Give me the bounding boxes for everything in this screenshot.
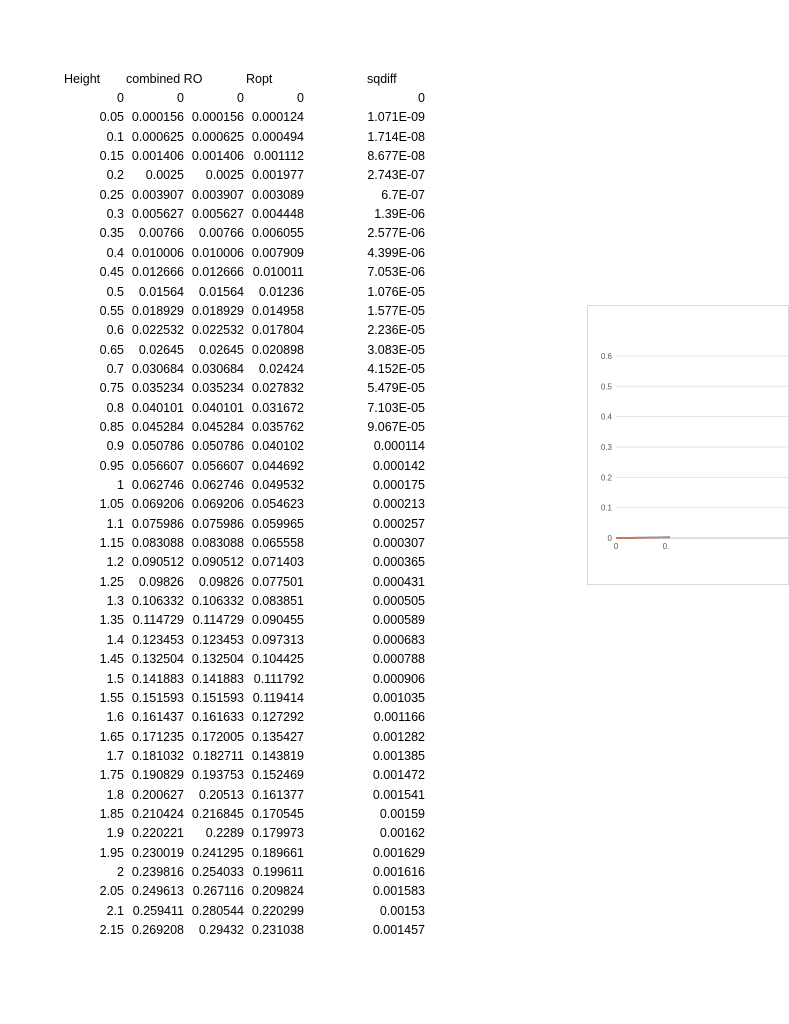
- y-tick-label: 0.1: [600, 503, 612, 513]
- cell-combined[interactable]: 0.132504: [131, 652, 184, 667]
- cell-r0[interactable]: 0.161633: [191, 710, 244, 725]
- cell-combined[interactable]: 0.056607: [131, 458, 184, 473]
- y-tick-label: 0: [607, 534, 612, 543]
- cell-sqdiff[interactable]: 6.7E-07: [381, 187, 425, 202]
- cell-height[interactable]: 1.8: [106, 787, 124, 802]
- cell-r0[interactable]: 0.254033: [191, 865, 244, 879]
- cell-combined[interactable]: 0.114729: [132, 613, 184, 628]
- cell-combined[interactable]: 0.069206: [131, 497, 184, 512]
- y-tick-label: 0.2: [600, 473, 612, 483]
- cell-sqdiff[interactable]: 4.399E-06: [367, 245, 425, 260]
- cell-ropt[interactable]: 0.02424: [258, 361, 304, 376]
- cell-r0[interactable]: 0.01564: [198, 284, 244, 299]
- cell-combined[interactable]: 0.062746: [131, 478, 184, 492]
- cell-height[interactable]: 0.6: [106, 323, 124, 338]
- cell-height[interactable]: 1.65: [99, 729, 124, 744]
- cell-ropt[interactable]: 0.097313: [251, 632, 304, 647]
- table-row: [0, 805, 768, 824]
- cell-sqdiff[interactable]: 0.001629: [372, 845, 425, 860]
- table-row: [0, 89, 768, 108]
- cell-r0[interactable]: 0.001406: [191, 149, 244, 164]
- cell-r0[interactable]: 0.00766: [198, 226, 244, 241]
- cell-height[interactable]: 0.1: [106, 129, 124, 144]
- table-row: [0, 631, 768, 650]
- table-row: [0, 747, 768, 766]
- cell-height[interactable]: 0.85: [99, 419, 124, 434]
- cell-combined[interactable]: 0.00766: [138, 226, 184, 241]
- cell-combined[interactable]: 0: [177, 91, 184, 105]
- cell-r0[interactable]: 0.216845: [191, 806, 244, 821]
- cell-height[interactable]: 1.45: [99, 652, 124, 667]
- cell-ropt[interactable]: 0.040102: [251, 439, 304, 454]
- cell-r0[interactable]: 0.193753: [191, 768, 244, 783]
- cell-sqdiff[interactable]: 0.001472: [372, 768, 425, 783]
- chart-panel[interactable]: [587, 305, 789, 585]
- y-tick-label: 0.5: [600, 382, 612, 392]
- chart-plot: [588, 306, 668, 584]
- header-height: Height: [64, 72, 101, 86]
- cell-sqdiff[interactable]: 0.000257: [372, 516, 425, 531]
- cell-combined[interactable]: 0.050786: [131, 439, 184, 454]
- cell-sqdiff[interactable]: 0.001385: [372, 748, 425, 763]
- cell-sqdiff[interactable]: 0.000683: [372, 632, 425, 647]
- cell-ropt[interactable]: 0.004448: [251, 207, 304, 222]
- cell-sqdiff[interactable]: 0.000906: [372, 671, 425, 686]
- cell-sqdiff[interactable]: 1.39E-06: [374, 207, 425, 222]
- cell-ropt[interactable]: 0.001112: [253, 149, 304, 164]
- cell-sqdiff[interactable]: 0.00162: [379, 826, 425, 841]
- cell-combined[interactable]: 0.161437: [131, 710, 184, 725]
- cell-r0[interactable]: 0.182711: [192, 748, 244, 763]
- cell-combined[interactable]: 0.040101: [131, 400, 184, 415]
- cell-r0[interactable]: 0.000156: [191, 110, 244, 125]
- table-row: [0, 844, 768, 863]
- cell-r0[interactable]: 0.010006: [191, 245, 244, 260]
- cell-r0[interactable]: 0.267116: [192, 884, 244, 899]
- cell-r0[interactable]: 0.075986: [191, 516, 244, 531]
- series-line: [616, 537, 670, 538]
- cell-ropt[interactable]: 0.044692: [251, 458, 304, 473]
- cell-combined[interactable]: 0.106332: [131, 594, 184, 609]
- table-row: [0, 670, 768, 689]
- cell-height[interactable]: 0.9: [106, 439, 124, 454]
- cell-ropt[interactable]: 0.135427: [251, 729, 304, 744]
- cell-height[interactable]: 0.75: [99, 381, 124, 396]
- cell-height[interactable]: 1.5: [106, 671, 124, 686]
- cell-ropt[interactable]: 0.119414: [252, 690, 304, 705]
- cell-ropt[interactable]: 0.020898: [251, 342, 304, 357]
- cell-sqdiff[interactable]: 0.000431: [372, 574, 425, 589]
- x-tick-label: 0: [613, 542, 619, 551]
- cell-r0[interactable]: 0.29432: [198, 923, 244, 938]
- cell-r0[interactable]: 0.083088: [191, 536, 244, 551]
- cell-r0[interactable]: 0.045284: [191, 419, 244, 434]
- cell-combined[interactable]: 0.000625: [131, 129, 184, 144]
- cell-combined[interactable]: 0.151593: [131, 690, 184, 705]
- cell-height[interactable]: 0.7: [106, 361, 124, 376]
- cell-height[interactable]: 0.05: [99, 110, 124, 125]
- cell-sqdiff[interactable]: 0.001166: [373, 710, 425, 725]
- cell-ropt[interactable]: 0.077501: [251, 574, 304, 589]
- table-row: [0, 708, 768, 727]
- cell-combined[interactable]: 0.269208: [131, 923, 184, 938]
- cell-r0[interactable]: 0.003907: [191, 187, 244, 202]
- cell-ropt[interactable]: 0.170545: [251, 806, 304, 821]
- cell-sqdiff[interactable]: 0.00153: [379, 903, 425, 918]
- cell-ropt[interactable]: 0.127292: [251, 710, 304, 725]
- cell-sqdiff[interactable]: 0.000142: [372, 458, 425, 473]
- table-row: [0, 592, 768, 611]
- cell-r0[interactable]: 0.0025: [205, 168, 244, 183]
- cell-ropt[interactable]: 0.083851: [251, 594, 304, 609]
- table-row: [0, 263, 768, 282]
- cell-ropt[interactable]: 0.231038: [251, 923, 304, 938]
- cell-height[interactable]: 1: [117, 478, 124, 492]
- cell-sqdiff[interactable]: 7.103E-05: [367, 400, 425, 415]
- cell-sqdiff[interactable]: 1.076E-05: [367, 284, 425, 299]
- cell-ropt[interactable]: 0.143819: [251, 748, 304, 763]
- cell-combined[interactable]: 0.003907: [131, 187, 184, 202]
- cell-sqdiff[interactable]: 1.714E-08: [367, 129, 425, 144]
- cell-ropt[interactable]: 0.161377: [251, 787, 304, 802]
- cell-height[interactable]: 1.7: [106, 748, 124, 763]
- cell-height[interactable]: 1.9: [106, 826, 124, 841]
- cell-height[interactable]: 1.4: [106, 632, 124, 647]
- table-row: [0, 766, 768, 785]
- cell-ropt[interactable]: 0.006055: [251, 226, 304, 241]
- cell-height[interactable]: 0.35: [99, 226, 124, 241]
- cell-r0[interactable]: 0.172005: [191, 729, 244, 744]
- cell-r0[interactable]: 0.141883: [191, 671, 244, 686]
- cell-sqdiff[interactable]: 7.053E-06: [367, 265, 425, 280]
- cell-height[interactable]: 0: [117, 91, 124, 105]
- cell-ropt[interactable]: 0.111792: [253, 671, 304, 686]
- cell-sqdiff[interactable]: 0.000589: [372, 613, 425, 628]
- cell-height[interactable]: 2.1: [106, 903, 124, 918]
- cell-r0[interactable]: 0.012666: [191, 265, 244, 280]
- cell-sqdiff[interactable]: 0.000114: [373, 439, 425, 454]
- cell-sqdiff[interactable]: 0.000365: [372, 555, 425, 570]
- cell-r0[interactable]: 0.241295: [191, 845, 244, 860]
- cell-sqdiff[interactable]: 2.743E-07: [367, 168, 425, 183]
- cell-ropt[interactable]: 0.104425: [251, 652, 304, 667]
- cell-combined[interactable]: 0.022532: [131, 323, 184, 338]
- header-ropt: Ropt: [246, 72, 273, 86]
- cell-r0[interactable]: 0.20513: [198, 787, 244, 802]
- cell-height[interactable]: 1.55: [99, 690, 124, 705]
- cell-r0[interactable]: 0.056607: [191, 458, 244, 473]
- cell-combined[interactable]: 0.181032: [131, 748, 184, 763]
- cell-ropt[interactable]: 0.059965: [251, 516, 304, 531]
- cell-sqdiff[interactable]: 8.677E-08: [367, 149, 425, 164]
- cell-sqdiff[interactable]: 0.00159: [379, 806, 425, 821]
- cell-ropt[interactable]: 0.000494: [251, 129, 304, 144]
- cell-r0[interactable]: 0.069206: [191, 497, 244, 512]
- cell-sqdiff[interactable]: 0: [418, 91, 425, 105]
- table-row: [0, 166, 768, 185]
- cell-combined[interactable]: 0.171235: [131, 729, 184, 744]
- cell-r0[interactable]: 0.040101: [191, 400, 244, 415]
- table-row: [0, 224, 768, 243]
- cell-height[interactable]: 0.3: [106, 207, 124, 222]
- cell-height[interactable]: 1.3: [106, 594, 124, 609]
- cell-height[interactable]: 0.5: [106, 284, 124, 299]
- cell-height[interactable]: 1.85: [99, 806, 124, 821]
- cell-combined[interactable]: 0.030684: [131, 361, 184, 376]
- cell-ropt[interactable]: 0.014958: [251, 303, 304, 318]
- cell-sqdiff[interactable]: 0.001541: [372, 787, 425, 802]
- cell-sqdiff[interactable]: 0.001583: [372, 884, 425, 899]
- cell-combined[interactable]: 0.249613: [131, 884, 184, 899]
- cell-sqdiff[interactable]: 0.001035: [372, 690, 425, 705]
- cell-ropt[interactable]: 0.017804: [251, 323, 304, 338]
- cell-ropt[interactable]: 0.031672: [251, 400, 304, 415]
- table-row: [0, 902, 768, 921]
- cell-ropt[interactable]: 0.065558: [251, 536, 304, 551]
- cell-sqdiff[interactable]: 0.000788: [372, 652, 425, 667]
- cell-combined[interactable]: 0.083088: [131, 536, 184, 551]
- cell-ropt[interactable]: 0.000124: [251, 110, 304, 125]
- cell-sqdiff[interactable]: 0.001282: [372, 729, 425, 744]
- cell-ropt[interactable]: 0.152469: [251, 768, 304, 783]
- cell-ropt[interactable]: 0.209824: [251, 884, 304, 899]
- cell-ropt[interactable]: 0.054623: [251, 497, 304, 512]
- cell-height[interactable]: 1.35: [99, 613, 124, 628]
- cell-combined[interactable]: 0.01564: [138, 284, 184, 299]
- cell-height[interactable]: 0.8: [106, 400, 124, 415]
- table-row: [0, 128, 768, 147]
- y-tick-label: 0.3: [600, 443, 612, 452]
- cell-height[interactable]: 2.15: [99, 923, 124, 938]
- cell-ropt[interactable]: 0.007909: [251, 245, 304, 260]
- cell-height[interactable]: 0.15: [99, 149, 124, 164]
- cell-ropt[interactable]: 0.220299: [251, 903, 304, 918]
- cell-sqdiff[interactable]: 0.000175: [372, 478, 425, 492]
- cell-r0[interactable]: 0: [237, 91, 244, 105]
- table-row: [0, 186, 768, 205]
- y-tick-label: 0.6: [600, 352, 612, 361]
- cell-r0[interactable]: 0.005627: [191, 207, 244, 222]
- cell-height[interactable]: 0.95: [99, 458, 124, 473]
- cell-height[interactable]: 0.45: [99, 265, 124, 280]
- cell-ropt[interactable]: 0.179973: [251, 826, 304, 841]
- cell-r0[interactable]: 0.062746: [191, 478, 244, 492]
- y-tick-label: 0.4: [600, 412, 612, 422]
- cell-combined[interactable]: 0.220221: [131, 826, 184, 841]
- cell-ropt[interactable]: 0.010011: [252, 265, 304, 280]
- cell-ropt[interactable]: 0.003089: [251, 187, 304, 202]
- cell-ropt[interactable]: 0.049532: [251, 478, 304, 492]
- cell-combined[interactable]: 0.018929: [131, 303, 184, 318]
- cell-combined[interactable]: 0.02645: [138, 342, 184, 357]
- cell-r0[interactable]: 0.035234: [191, 381, 244, 396]
- cell-height[interactable]: 0.65: [99, 342, 124, 357]
- cell-sqdiff[interactable]: 5.479E-05: [367, 381, 425, 396]
- cell-r0[interactable]: 0.022532: [191, 323, 244, 338]
- cell-combined[interactable]: 0.239816: [131, 865, 184, 879]
- cell-height[interactable]: 0.25: [99, 187, 124, 202]
- table-row: [0, 786, 768, 805]
- cell-r0[interactable]: 0.018929: [191, 303, 244, 318]
- cell-sqdiff[interactable]: 0.001616: [372, 865, 425, 879]
- table-row: [0, 728, 768, 747]
- x-tick-label: 0.: [662, 542, 670, 551]
- cell-height[interactable]: 1.2: [106, 555, 124, 570]
- table-row: [0, 108, 768, 127]
- cell-sqdiff[interactable]: 0.000505: [372, 594, 425, 609]
- cell-height[interactable]: 1.25: [99, 574, 124, 589]
- cell-combined[interactable]: 0.045284: [131, 419, 184, 434]
- cell-combined[interactable]: 0.001406: [131, 149, 184, 164]
- cell-height[interactable]: 0.4: [106, 245, 124, 260]
- cell-ropt[interactable]: 0.071403: [251, 555, 304, 570]
- header-sqdiff: sqdiff: [367, 72, 397, 86]
- cell-combined[interactable]: 0.09826: [138, 574, 184, 589]
- cell-sqdiff[interactable]: 2.577E-06: [367, 226, 425, 241]
- table-row: [0, 650, 768, 669]
- cell-height[interactable]: 1.95: [99, 845, 124, 860]
- cell-r0[interactable]: 0.151593: [191, 690, 244, 705]
- cell-combined[interactable]: 0.075986: [131, 516, 184, 531]
- cell-r0[interactable]: 0.2289: [205, 826, 244, 841]
- cell-sqdiff[interactable]: 4.152E-05: [367, 361, 425, 376]
- table-row: [0, 882, 768, 901]
- cell-ropt[interactable]: 0.027832: [251, 381, 304, 396]
- cell-combined[interactable]: 0.200627: [131, 787, 184, 802]
- cell-ropt[interactable]: 0.01236: [258, 284, 304, 299]
- cell-sqdiff[interactable]: 3.083E-05: [367, 342, 425, 357]
- cell-height[interactable]: 1.1: [106, 516, 124, 531]
- cell-combined[interactable]: 0.210424: [131, 806, 184, 821]
- cell-height[interactable]: 1.6: [106, 710, 124, 725]
- cell-height[interactable]: 1.15: [99, 536, 124, 551]
- cell-sqdiff[interactable]: 2.236E-05: [367, 323, 425, 338]
- cell-height[interactable]: 2: [117, 865, 124, 879]
- cell-combined[interactable]: 0.230019: [131, 845, 184, 860]
- table-row: [0, 921, 768, 940]
- cell-sqdiff[interactable]: 0.001457: [372, 923, 425, 938]
- cell-ropt[interactable]: 0.090455: [251, 613, 304, 628]
- cell-height[interactable]: 1.05: [99, 497, 124, 512]
- cell-combined[interactable]: 0.000156: [131, 110, 184, 125]
- cell-r0[interactable]: 0.030684: [191, 361, 244, 376]
- cell-ropt[interactable]: 0.199611: [252, 865, 304, 879]
- cell-r0[interactable]: 0.114729: [192, 613, 244, 628]
- table-row: [0, 824, 768, 843]
- cell-ropt[interactable]: 0.035762: [251, 419, 304, 434]
- cell-height[interactable]: 2.05: [99, 884, 124, 899]
- cell-combined[interactable]: 0.035234: [131, 381, 184, 396]
- cell-sqdiff[interactable]: 0.000307: [372, 536, 425, 551]
- cell-combined[interactable]: 0.123453: [131, 632, 184, 647]
- cell-r0[interactable]: 0.280544: [191, 903, 244, 918]
- cell-sqdiff[interactable]: 9.067E-05: [367, 419, 425, 434]
- cell-height[interactable]: 0.2: [106, 168, 124, 183]
- table-row: [0, 244, 768, 263]
- cell-combined[interactable]: 0.005627: [131, 207, 184, 222]
- cell-r0[interactable]: 0.09826: [198, 574, 244, 589]
- cell-sqdiff[interactable]: 1.577E-05: [367, 303, 425, 318]
- cell-r0[interactable]: 0.090512: [191, 555, 244, 570]
- cell-combined[interactable]: 0.0025: [145, 168, 184, 183]
- cell-combined[interactable]: 0.141883: [131, 671, 184, 686]
- cell-height[interactable]: 1.75: [99, 768, 124, 783]
- cell-ropt[interactable]: 0.189661: [251, 845, 304, 860]
- cell-r0[interactable]: 0.02645: [198, 342, 244, 357]
- cell-sqdiff[interactable]: 0.000213: [372, 497, 425, 512]
- table-row: [0, 283, 768, 302]
- table-row: [0, 205, 768, 224]
- cell-ropt[interactable]: 0: [297, 91, 304, 105]
- cell-combined[interactable]: 0.190829: [131, 768, 184, 783]
- cell-height[interactable]: 0.55: [99, 303, 124, 318]
- cell-r0[interactable]: 0.123453: [191, 632, 244, 647]
- header-combined-ro: combined RO: [126, 72, 203, 86]
- table-row: [0, 147, 768, 166]
- cell-r0[interactable]: 0.132504: [191, 652, 244, 667]
- cell-combined[interactable]: 0.010006: [131, 245, 184, 260]
- cell-combined[interactable]: 0.259411: [132, 903, 184, 918]
- table-row: [0, 689, 768, 708]
- table-row: [0, 611, 768, 630]
- cell-combined[interactable]: 0.012666: [131, 265, 184, 280]
- table-row: [0, 863, 768, 882]
- cell-combined[interactable]: 0.090512: [131, 555, 184, 570]
- cell-sqdiff[interactable]: 1.071E-09: [367, 110, 425, 125]
- cell-r0[interactable]: 0.000625: [191, 129, 244, 144]
- cell-ropt[interactable]: 0.001977: [251, 168, 304, 183]
- cell-r0[interactable]: 0.050786: [191, 439, 244, 454]
- cell-r0[interactable]: 0.106332: [191, 594, 244, 609]
